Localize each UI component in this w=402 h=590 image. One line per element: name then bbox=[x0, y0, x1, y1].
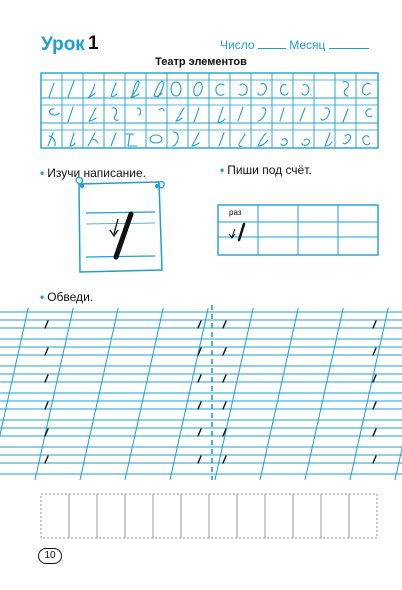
count-table bbox=[218, 205, 378, 255]
task-trace-label: Обведи. bbox=[47, 290, 94, 304]
pin-icon bbox=[155, 184, 159, 188]
tracing-lines bbox=[0, 312, 402, 474]
count-table-first-cell: раз bbox=[229, 208, 242, 217]
lesson-number: 1 bbox=[88, 33, 99, 54]
month-label: Месяц bbox=[289, 38, 326, 52]
dotted-cells bbox=[41, 494, 377, 538]
task-write-count-label: Пиши под счёт. bbox=[227, 163, 312, 177]
elements-grid bbox=[41, 73, 378, 148]
bullet-icon: • bbox=[220, 163, 225, 177]
card-clip-icon bbox=[76, 178, 82, 184]
lesson-label: Урок bbox=[41, 34, 85, 55]
bullet-icon: • bbox=[40, 290, 45, 304]
pin-icon bbox=[80, 184, 84, 188]
slant-guides bbox=[0, 300, 402, 480]
date-label: Число bbox=[220, 38, 255, 52]
page-title: Театр элементов bbox=[155, 56, 247, 68]
elements-glyphs bbox=[48, 81, 372, 146]
bullet-icon: • bbox=[40, 166, 45, 180]
study-card bbox=[76, 178, 164, 272]
page-number: 10 bbox=[38, 548, 62, 564]
task-study-label: Изучи написание. bbox=[47, 166, 146, 180]
trace-marks bbox=[45, 321, 376, 463]
